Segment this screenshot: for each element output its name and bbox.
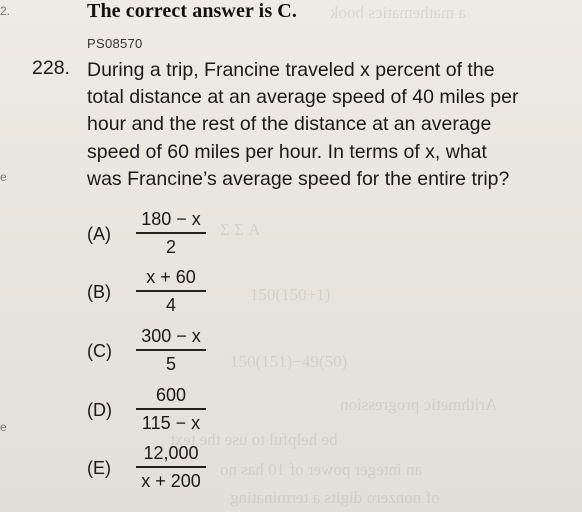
fraction-denominator: 2 (165, 236, 176, 257)
fraction-denominator: 5 (165, 353, 176, 374)
answer-choice-a[interactable] (87, 208, 287, 260)
fraction-bar (136, 232, 206, 234)
bleed-through-text: 150(150+1) (250, 285, 331, 304)
fraction-bar (136, 290, 206, 292)
page-edge-mark: e (0, 170, 7, 184)
choice-letter: (C) (87, 341, 112, 361)
page-edge-mark: 2. (0, 4, 11, 18)
answer-choice-d[interactable] (87, 384, 287, 436)
fraction-numerator: x + 60 (146, 267, 196, 287)
choice-letter: (E) (87, 458, 111, 478)
bleed-through-text: an integer power of 10 has no (220, 460, 423, 479)
bleed-through-text: Arithmetic progression (340, 395, 498, 414)
fraction-bar (136, 408, 206, 410)
choice-letter: (B) (87, 282, 111, 302)
question-text: During a trip, Francine traveled x percent of the total distance at an average speed of 40 miles per hour and the rest of the distance at an average speed of 60 miles per hour. In terms of x, what was Francine’s average speed for the entire trip? (87, 59, 519, 190)
answer-choice-c[interactable] (87, 325, 287, 377)
bleed-through-text: 150(151)−49(50) (230, 352, 348, 371)
fraction-denominator: 4 (165, 294, 176, 315)
choice-letter: (A) (87, 224, 111, 244)
fraction-bar (136, 349, 206, 351)
fraction-denominator: x + 200 (141, 470, 201, 491)
bleed-through-text: a mathematics book (330, 3, 466, 22)
answer-choice-e[interactable] (87, 442, 287, 494)
bleed-through-text: Σ Σ A (220, 220, 261, 239)
choice-letter: (D) (87, 400, 112, 420)
choice-fraction (136, 442, 206, 492)
previous-answer-line: The correct answer is C. (87, 0, 297, 22)
fraction-numerator: 600 (155, 385, 187, 405)
answer-choice-b[interactable] (87, 266, 287, 318)
bleed-through-text: of nonzero digits a terminating (230, 488, 440, 507)
question-code: PS08570 (87, 36, 143, 51)
bleed-through-text: be helpful to use the text (170, 430, 338, 449)
fraction-bar (136, 466, 206, 468)
fraction-numerator: 300 − x (141, 326, 201, 346)
choice-fraction (136, 325, 206, 375)
page-edge-mark: e (0, 420, 7, 434)
choice-fraction (136, 266, 206, 316)
fraction-denominator: 115 − x (141, 412, 201, 433)
question-number: 228. (32, 57, 70, 79)
choice-fraction (136, 208, 206, 258)
fraction-numerator: 12,000 (143, 443, 199, 463)
fraction-numerator: 180 − x (141, 209, 201, 229)
choice-fraction (136, 384, 206, 434)
